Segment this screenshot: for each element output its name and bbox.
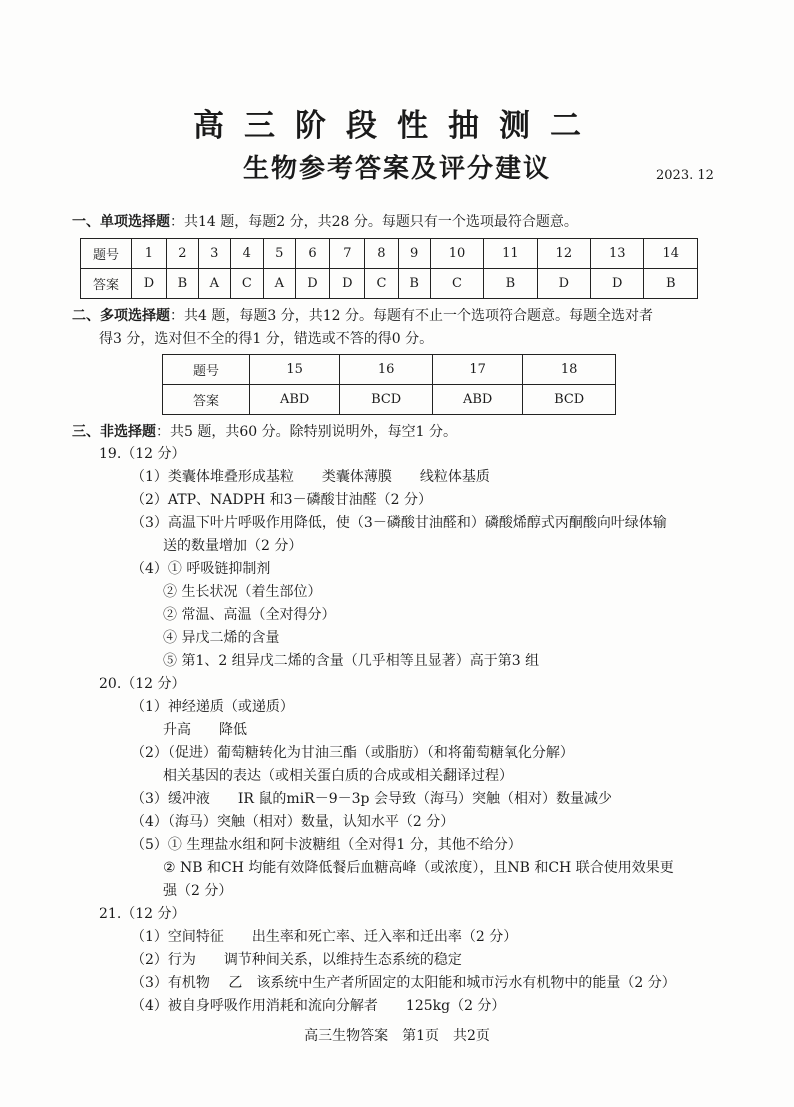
answer-line: ② NB 和CH 均能有效降低餐后血糖高峰（或浓度），且NB 和CH 联合使用效果更 bbox=[163, 860, 674, 876]
question-number: 17 bbox=[432, 355, 522, 385]
question-number: 9 bbox=[398, 239, 430, 269]
page-subtitle: 生物参考答案及评分建议 bbox=[242, 154, 551, 184]
row-label: 题号 bbox=[81, 239, 132, 269]
answer-line: ⑤ 第1、2 组异戊二烯的含量（几乎相等且显著）高于第3 组 bbox=[163, 653, 540, 669]
question-number: 13 bbox=[591, 239, 644, 269]
answer-line: （5）① 生理盐水组和阿卡波糖组（全对得1 分，其他不给分） bbox=[131, 837, 522, 853]
answer-cell: D bbox=[330, 269, 365, 299]
table-row-answers bbox=[81, 269, 698, 299]
question-number: 15 bbox=[250, 355, 340, 385]
answer-cell: D bbox=[591, 269, 644, 299]
document-date: 2023. 12 bbox=[656, 168, 714, 183]
answer-line: ④ 异戊二烯的含量 bbox=[163, 630, 280, 646]
answer-line: 相关基因的表达（或相关蛋白质的合成或相关翻译过程） bbox=[163, 768, 513, 784]
table-row-answers bbox=[163, 385, 616, 415]
row-label: 答案 bbox=[81, 269, 132, 299]
section2-desc-2: 得3 分，选对但不全的得1 分，错选或不答的得0 分。 bbox=[99, 331, 434, 347]
question-number: 16 bbox=[340, 355, 433, 385]
page-footer: 高三生物答案 第1页 共2页 bbox=[304, 1028, 490, 1044]
answer-line: 送的数量增加（2 分） bbox=[163, 538, 303, 554]
answer-cell: B bbox=[484, 269, 537, 299]
section3-heading-line bbox=[72, 421, 457, 443]
answer-line: 升高 降低 bbox=[163, 722, 247, 738]
answer-cell: C bbox=[365, 269, 398, 299]
answer-line: 强（2 分） bbox=[163, 883, 233, 899]
section1-desc: ：共14 题，每题2 分，共28 分。每题只有一个选项最符合题意。 bbox=[170, 214, 578, 230]
answer-cell: D bbox=[537, 269, 590, 299]
section3-heading: 三、非选择题 bbox=[72, 424, 156, 440]
answer-line: （1）神经递质（或递质） bbox=[131, 699, 294, 715]
section2-heading: 二、多项选择题 bbox=[72, 308, 170, 324]
answer-cell: A bbox=[263, 269, 295, 299]
answer-line: （1）空间特征 出生率和死亡率、迁入率和迁出率（2 分） bbox=[131, 929, 518, 945]
answer-line: （4）（海马）突触（相对）数量，认知水平（2 分） bbox=[131, 814, 455, 830]
answer-cell: C bbox=[430, 269, 483, 299]
answer-cell: ABD bbox=[432, 385, 522, 415]
table-row-numbers bbox=[81, 239, 698, 269]
answer-cell: B bbox=[644, 269, 698, 299]
answer-line: （3）有机物 乙 该系统中生产者所固定的太阳能和城市污水有机物中的能量（2 分） bbox=[131, 975, 676, 991]
question-number: 12 bbox=[537, 239, 590, 269]
question-20-heading: 20.（12 分） bbox=[99, 676, 186, 692]
answer-line: （4）① 呼吸链抑制剂 bbox=[131, 561, 271, 577]
question-number: 7 bbox=[330, 239, 365, 269]
answer-cell: D bbox=[132, 269, 167, 299]
row-label: 题号 bbox=[163, 355, 250, 385]
question-number: 8 bbox=[365, 239, 398, 269]
question-21-heading: 21.（12 分） bbox=[99, 906, 186, 922]
question-number: 2 bbox=[166, 239, 198, 269]
question-number: 10 bbox=[430, 239, 483, 269]
question-number: 6 bbox=[295, 239, 330, 269]
question-number: 4 bbox=[230, 239, 263, 269]
question-number: 14 bbox=[644, 239, 698, 269]
answer-cell: D bbox=[295, 269, 330, 299]
section2-heading-line bbox=[72, 305, 653, 327]
section3-desc: ：共5 题，共60 分。除特别说明外，每空1 分。 bbox=[156, 424, 457, 440]
single-choice-answer-table bbox=[80, 238, 698, 299]
answer-line: ② 生长状况（着生部位） bbox=[163, 584, 322, 600]
answer-cell: BCD bbox=[340, 385, 433, 415]
answer-line: （2）行为 调节种间关系，以维持生态系统的稳定 bbox=[131, 952, 462, 968]
answer-cell: B bbox=[166, 269, 198, 299]
question-number: 11 bbox=[484, 239, 537, 269]
multiple-choice-answer-table bbox=[162, 354, 616, 415]
answer-line: （2）ATP、NADPH 和3－磷酸甘油醛（2 分） bbox=[131, 492, 432, 508]
section1-heading-line bbox=[72, 211, 578, 233]
answer-cell: A bbox=[198, 269, 230, 299]
answer-cell: ABD bbox=[250, 385, 340, 415]
table-row-numbers bbox=[163, 355, 616, 385]
answer-line: （2）（促进）葡萄糖转化为甘油三酯（或脂肪）（和将葡萄糖氧化分解） bbox=[131, 745, 574, 761]
answer-cell: BCD bbox=[523, 385, 616, 415]
section2-desc-1: ：共4 题，每题3 分，共12 分。每题有不止一个选项符合题意。每题全选对者 bbox=[170, 308, 653, 324]
question-number: 5 bbox=[263, 239, 295, 269]
question-number: 18 bbox=[523, 355, 616, 385]
question-number: 1 bbox=[132, 239, 167, 269]
question-number: 3 bbox=[198, 239, 230, 269]
answer-cell: C bbox=[230, 269, 263, 299]
answer-line: （4）被自身呼吸作用消耗和流向分解者 125kg（2 分） bbox=[131, 998, 506, 1014]
question-19-heading: 19.（12 分） bbox=[99, 446, 186, 462]
page-title: 高三阶段性抽测二 bbox=[193, 108, 601, 144]
answer-line: （3）高温下叶片呼吸作用降低，使（3－磷酸甘油醛和）磷酸烯醇式丙酮酸向叶绿体输 bbox=[131, 515, 667, 531]
section1-heading: 一、单项选择题 bbox=[72, 214, 170, 230]
answer-cell: B bbox=[398, 269, 430, 299]
row-label: 答案 bbox=[163, 385, 250, 415]
answer-line: （3）缓冲液 IR 鼠的miR－9－3p 会导致（海马）突触（相对）数量减少 bbox=[131, 791, 612, 807]
answer-line: ② 常温、高温（全对得分） bbox=[163, 607, 336, 623]
answer-line: （1）类囊体堆叠形成基粒 类囊体薄膜 线粒体基质 bbox=[131, 469, 490, 485]
